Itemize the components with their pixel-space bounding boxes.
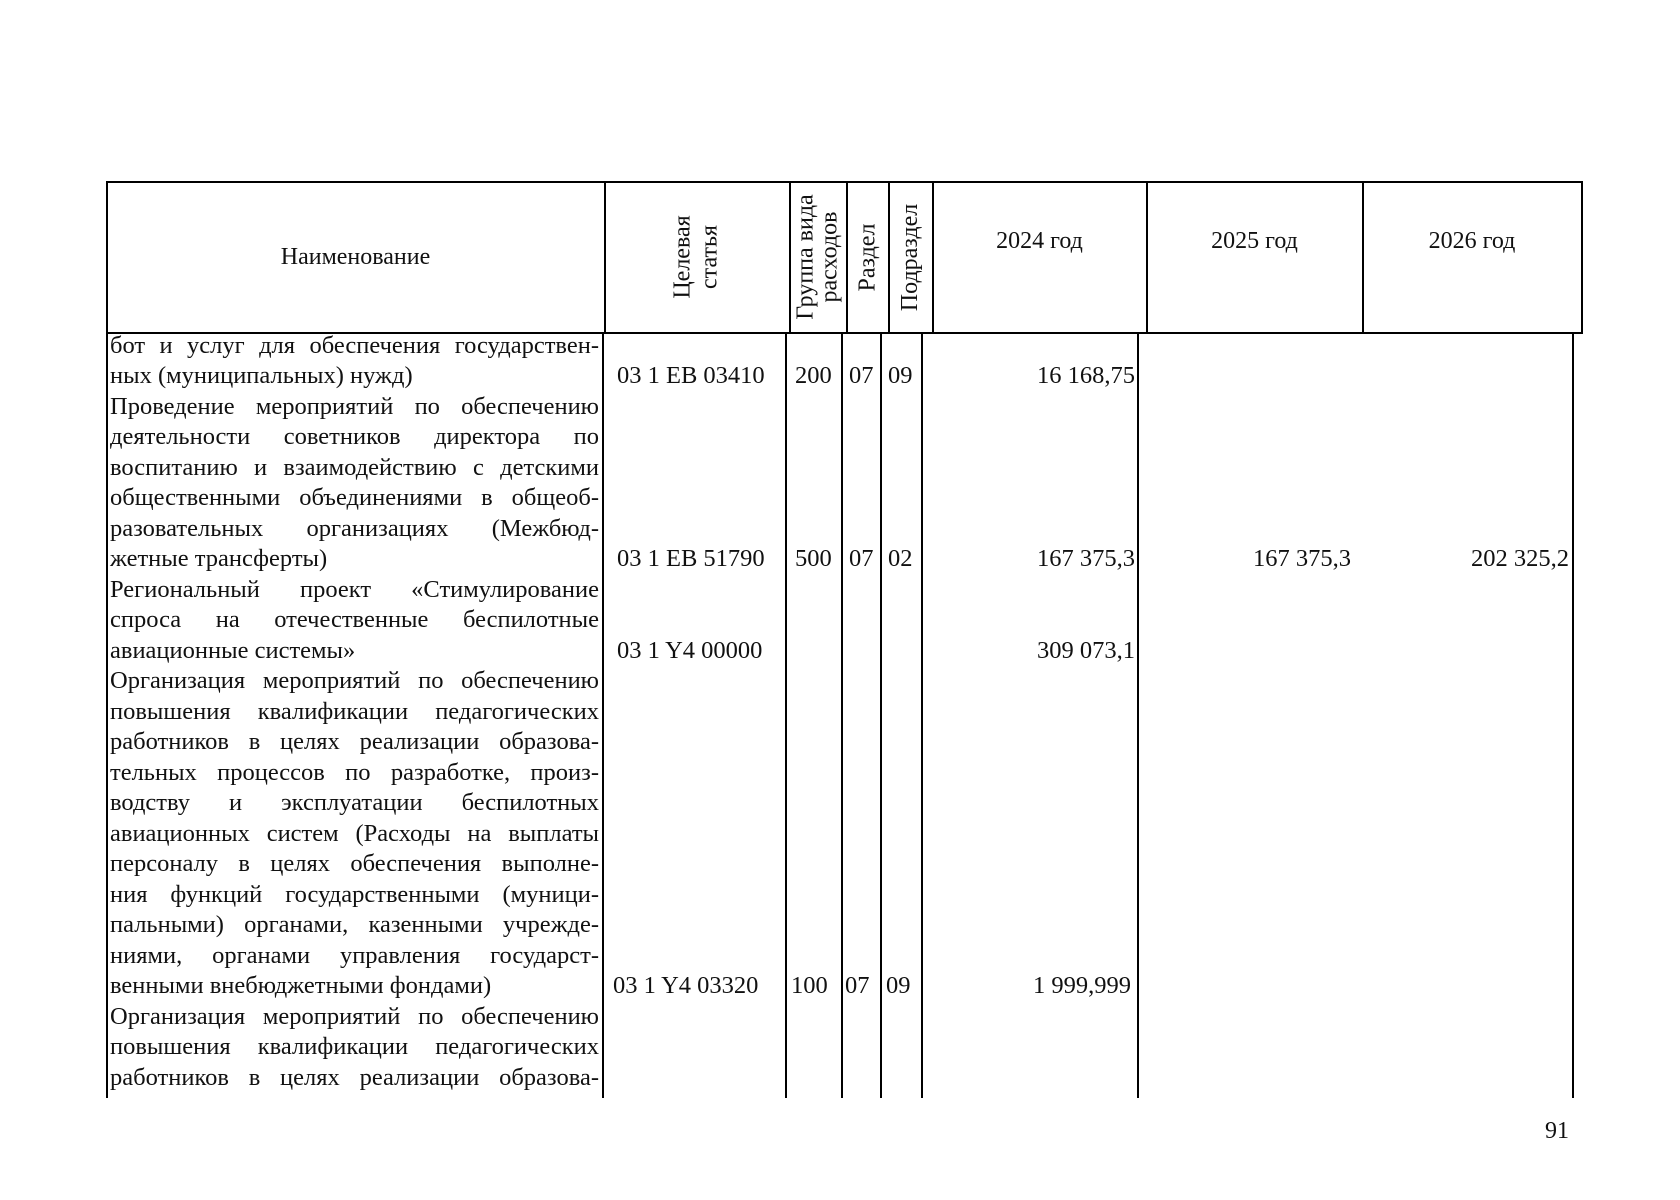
target-article-cell: 03 1 Y4 03320 <box>613 972 759 999</box>
target-article-cell: 03 1 Y4 00000 <box>617 637 763 664</box>
amount-2026-cell: 202 325,2 <box>1471 545 1569 572</box>
name-line: работников в целях реализации образова- <box>110 1064 599 1091</box>
amount-2024-cell: 309 073,1 <box>1037 637 1135 664</box>
name-line: спроса на отечественные беспилотные <box>110 606 599 633</box>
name-line: повышения квалификации педагогических <box>110 698 599 725</box>
name-line: общественными объединениями в общеоб- <box>110 484 599 511</box>
page-number: 91 <box>1545 1118 1569 1144</box>
name-line: водству и эксплуатации беспилотных <box>110 789 599 816</box>
header-year-2024: 2024 год <box>996 227 1083 254</box>
name-line: тельных процессов по разработке, произ- <box>110 759 599 786</box>
subsection-cell: 02 <box>888 545 913 572</box>
name-line: персоналу в целях обеспечения выполне- <box>110 850 599 877</box>
header-target-line1: Целевая <box>669 215 696 299</box>
header-group-line1: Группа вида <box>793 194 819 320</box>
target-article-cell: 03 1 ЕВ 03410 <box>617 362 765 389</box>
name-line: жетные трансферты) <box>110 545 328 572</box>
header-target-article <box>605 182 789 332</box>
name-line: ниями, органами управления государст- <box>110 942 599 969</box>
name-line: венными внебюджетными фондами) <box>110 972 492 999</box>
header-expense-group <box>790 182 846 332</box>
name-line: Проведение мероприятий по обеспечению <box>110 393 599 420</box>
header-section <box>847 182 888 332</box>
amount-2025-cell: 167 375,3 <box>1253 545 1351 572</box>
header-year-2025: 2025 год <box>1211 227 1298 254</box>
name-line: разовательных организациях (Межбюд- <box>110 515 599 542</box>
name-line: Региональный проект «Стимулирование <box>110 576 599 603</box>
name-line: пальными) органами, казенными учрежде- <box>110 911 599 938</box>
header-name: Наименование <box>280 243 431 270</box>
header-target-line2: статья <box>696 225 723 289</box>
header-group-line2: расходов <box>817 211 843 303</box>
section-cell: 07 <box>849 362 874 389</box>
subsection-cell: 09 <box>888 362 913 389</box>
header-subsection <box>889 182 932 332</box>
name-line: авиационных систем (Расходы на выплаты <box>110 820 599 847</box>
expense-group-cell: 500 <box>795 545 832 572</box>
subsection-cell: 09 <box>886 972 911 999</box>
header-section-label: Раздел <box>854 223 881 291</box>
name-line: бот и услуг для обеспечения государствен- <box>110 332 599 359</box>
name-line: работников в целях реализации образова- <box>110 728 599 755</box>
name-line: Организация мероприятий по обеспечению <box>110 1003 599 1030</box>
expense-group-cell: 200 <box>795 362 832 389</box>
expense-group-cell: 100 <box>791 972 828 999</box>
section-cell: 07 <box>849 545 874 572</box>
amount-2024-cell: 1 999,999 <box>1033 972 1131 999</box>
name-line: повышения квалификации педагогических <box>110 1033 599 1060</box>
name-line: ных (муниципальных) нужд) <box>110 362 413 389</box>
target-article-cell: 03 1 ЕВ 51790 <box>617 545 765 572</box>
header-subsection-label: Подраздел <box>897 203 924 311</box>
amount-2024-cell: 16 168,75 <box>1037 362 1135 389</box>
name-line: авиационные системы» <box>110 637 356 664</box>
name-line: Организация мероприятий по обеспечению <box>110 667 599 694</box>
name-line: ния функций государственными (муници- <box>110 881 599 908</box>
section-cell: 07 <box>845 972 870 999</box>
name-line: деятельности советников директора по <box>110 423 599 450</box>
header-year-2026: 2026 год <box>1428 227 1516 254</box>
amount-2024-cell: 167 375,3 <box>1037 545 1135 572</box>
name-line: воспитанию и взаимодействию с детскими <box>110 454 599 481</box>
